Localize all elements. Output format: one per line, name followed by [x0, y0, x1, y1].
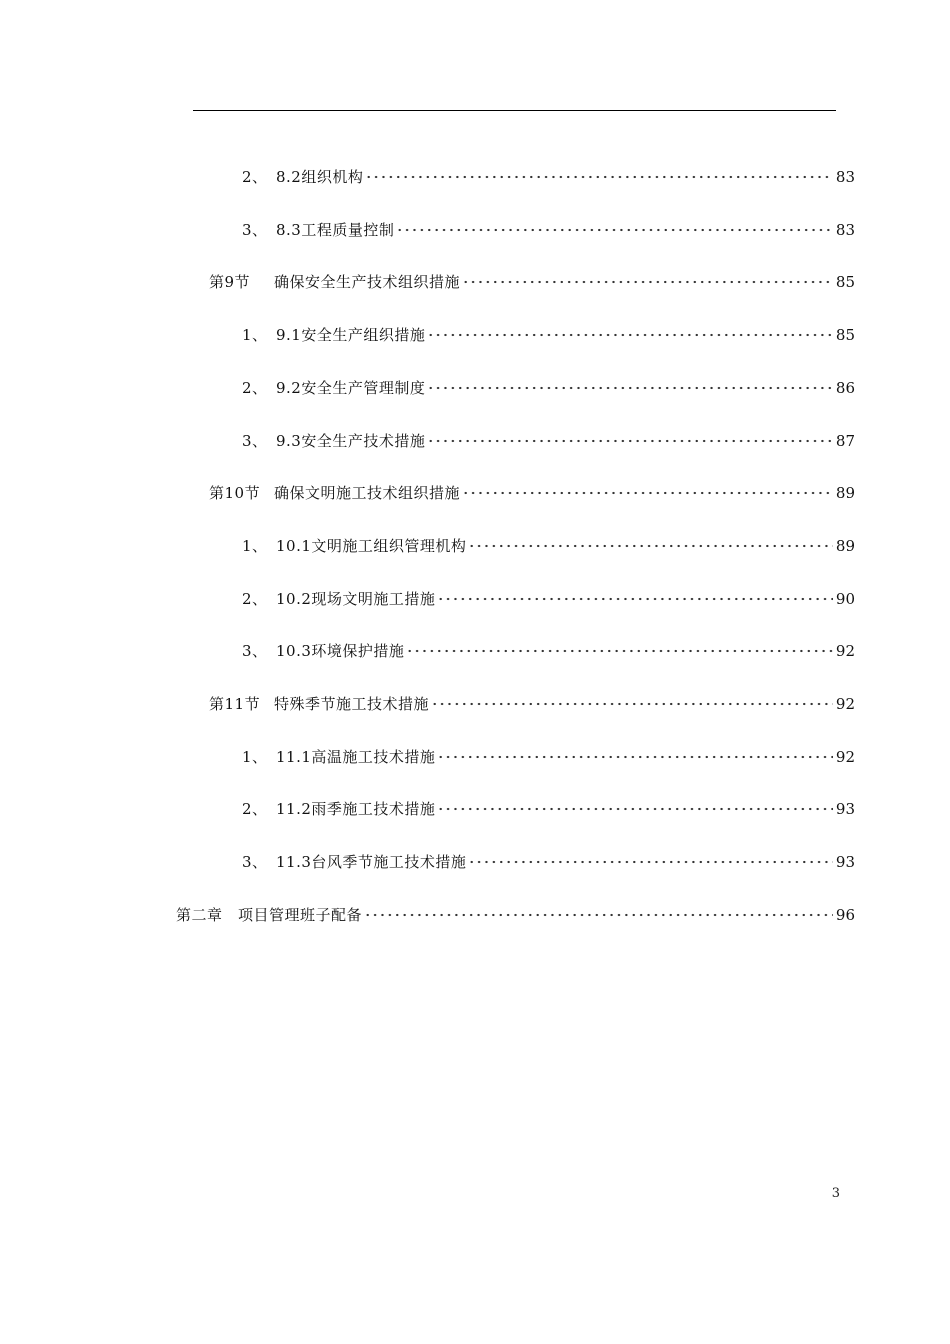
- toc-entry-title: 11.3台风季节施工技术措施: [276, 853, 467, 872]
- toc-dot-leader: [437, 738, 833, 762]
- toc-entry[interactable]: [209, 685, 855, 713]
- toc-entry-page: 92: [835, 747, 855, 766]
- toc-entry[interactable]: [242, 738, 855, 766]
- toc-entry-number: 3、: [242, 220, 268, 239]
- toc-entry-title: 8.2组织机构: [276, 168, 364, 186]
- toc-entry-title: 9.3安全生产技术措施: [276, 431, 426, 450]
- toc-entry-number: 3、: [242, 642, 268, 661]
- toc-dot-leader: [468, 843, 833, 867]
- toc-entry[interactable]: [242, 158, 855, 186]
- toc-dot-leader: [427, 316, 833, 340]
- toc-entry-page: 83: [835, 220, 855, 239]
- header-rule: [193, 110, 836, 111]
- toc-entry-title: 特殊季节施工技术措施: [274, 695, 430, 713]
- toc-entry-number: 第11节: [209, 695, 261, 713]
- toc-entry-page: 85: [835, 273, 855, 292]
- toc-entry-page: 85: [835, 326, 855, 345]
- toc-entry-title: 9.1安全生产组织措施: [276, 326, 426, 345]
- toc-entry-page: 86: [835, 378, 855, 397]
- toc-entry-number: 第10节: [209, 484, 261, 503]
- toc-entry-number: 1、: [242, 536, 268, 555]
- toc-dot-leader: [406, 632, 833, 656]
- toc-entry[interactable]: [242, 843, 855, 872]
- toc-entry[interactable]: [242, 632, 855, 661]
- toc-entry[interactable]: [209, 474, 855, 503]
- toc-entry-number: 2、: [242, 800, 268, 819]
- toc-entry-page: 87: [835, 431, 855, 450]
- footer-page-number: 3: [831, 1186, 840, 1201]
- toc-entry-page: 96: [835, 905, 855, 924]
- toc-dot-leader: [396, 211, 833, 235]
- toc-dot-leader: [364, 896, 833, 920]
- toc-entry-title: 项目管理班子配备: [238, 905, 363, 924]
- toc-entry-number: 3、: [242, 431, 268, 450]
- toc-dot-leader: [437, 580, 833, 604]
- toc-entry[interactable]: [242, 527, 855, 555]
- toc-entry-page: 89: [835, 536, 855, 555]
- toc-entry-page: 90: [835, 589, 855, 608]
- toc-entry-number: 2、: [242, 168, 268, 186]
- toc-dot-leader: [427, 422, 833, 446]
- toc-entry-number: 2、: [242, 378, 268, 397]
- toc-dot-leader: [437, 790, 833, 814]
- toc-entry[interactable]: [242, 369, 855, 397]
- toc-entry[interactable]: [242, 422, 855, 450]
- toc-entry-number: 3、: [242, 853, 268, 872]
- toc-entry[interactable]: [176, 896, 855, 924]
- toc-dot-leader: [462, 474, 833, 498]
- toc-entry-page: 92: [835, 695, 855, 713]
- toc-entry-page: 93: [835, 800, 855, 819]
- toc-entry-number: 第二章: [176, 905, 223, 924]
- toc-dot-leader: [365, 158, 833, 182]
- toc-entry[interactable]: [242, 316, 855, 345]
- toc-entry-number: 1、: [242, 326, 268, 345]
- toc-entry-page: 83: [835, 168, 855, 186]
- toc-entry-number: 第9节: [209, 273, 251, 292]
- toc-entry-page: 93: [835, 853, 855, 872]
- toc-entry-title: 10.2现场文明施工措施: [276, 589, 436, 608]
- toc-entry[interactable]: [242, 580, 855, 608]
- toc-dot-leader: [462, 263, 833, 287]
- toc-entry-title: 9.2安全生产管理制度: [276, 378, 426, 397]
- toc-entry-title: 8.3工程质量控制: [276, 220, 395, 239]
- toc-entry-number: 1、: [242, 747, 268, 766]
- toc-entry-page: 89: [835, 484, 855, 503]
- toc-dot-leader: [468, 527, 833, 551]
- toc-entry[interactable]: [242, 211, 855, 239]
- toc-entry-title: 确保文明施工技术组织措施: [274, 484, 461, 503]
- toc-entry-title: 确保安全生产技术组织措施: [274, 273, 461, 292]
- toc-dot-leader: [427, 369, 833, 393]
- toc-entry-page: 92: [835, 642, 855, 661]
- toc-entry-title: 10.3环境保护措施: [276, 642, 405, 661]
- toc-dot-leader: [431, 685, 833, 709]
- toc-entry-title: 11.1高温施工技术措施: [276, 747, 436, 766]
- toc-entry[interactable]: [209, 263, 855, 292]
- toc-entry-title: 11.2雨季施工技术措施: [276, 800, 436, 819]
- toc-entry-title: 10.1文明施工组织管理机构: [276, 536, 467, 555]
- toc-entry[interactable]: [242, 790, 855, 819]
- toc-entry-number: 2、: [242, 589, 268, 608]
